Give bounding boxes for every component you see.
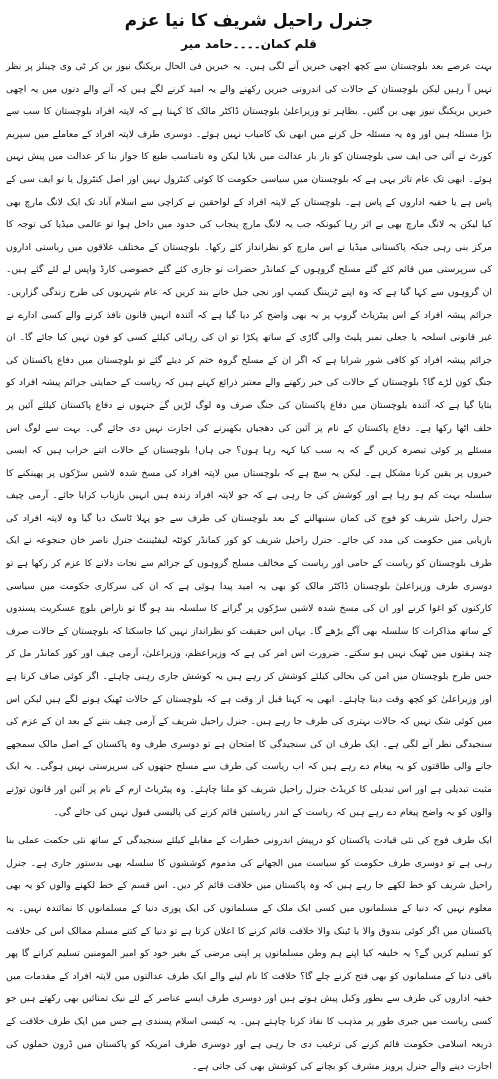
byline-separator: ۔۔۔۔ bbox=[232, 37, 261, 51]
article-paragraph: بہت عرصے بعد بلوچستان سے کچھ اچھی خبریں آنے لگی ہیں۔ یہ خبریں فی الحال بریکنگ نیوز بن کر ٹی وی چینلز پر نظر نہیں آ رہیں لیکن بلوچستان کے حالات کی اندرونی خبریں رکھنے والے یہ امید کرنے لگے ہیں کہ آنے والے دنوں میں یہ اچھی خبریں بریکنگ نیوز بھی بن گئیں۔ بظاہر تو وزیراعلیٰ بلوچستان ڈاکٹر مالک کا کہنا ہے کہ لاپتہ افراد بلوچستان کا سب سے بڑا مسئلہ ہیں اور وہ یہ مسئلہ حل کرنے میں ابھی تک کامیاب نہیں ہوئے۔ دوسری طرف لاپتہ افراد کے معاملے میں سپریم کورٹ نے آئی جی ایف سی بلوچستان کو بار بار عدالت میں بلایا لیکن وہ نامناسب طبع کا جواز بنا کر عدالت میں پیش نہیں ہوئے۔ ابھی تک عام تاثر یہی ہے کہ بلوچستان میں سیاسی حکومت کا کوئی کنٹرول نہیں اور اصل کنٹرول یا تو ایف سی کے پاس ہے یا خفیہ اداروں کے پاس ہے۔ بلوچستان کے لاپتہ افراد کے لواحقین نے کراچی سے اسلام آباد تک ایک لانگ مارچ بھی کیا لیکن یہ لانگ مارچ بھی بے اثر رہا کیونکہ جب یہ لانگ مارچ پنجاب کی حدود میں داخل ہوا تو عالمی میڈیا کی توجہ کا مرکز بنی رہی جبکہ پاکستانی میڈیا نے اس مارچ کو نظرانداز کئے رکھا۔ بلوچستان کے مختلف علاقوں میں ریاستی اداروں کی سرپرستی میں قائم کئے گئے مسلح گروہوں کے کمانڈر حضرات تو جاری کئے گئے خصوصی کارڈ واپس لے لئے گئے ہیں۔ ان گروہوں سے کہا گیا ہے کہ وہ اپنے ٹریننگ کیمپ اور نجی جیل خانے بند کریں کہ عام شہریوں کی طرح زندگی گزاریں۔ جرائم پیشہ افراد کے اس پیٹریاٹ گروپ پر یہ بھی واضح کر دیا گیا ہے کہ آئندہ انہیں قانون نافذ کرنے والے کسی ادارے نے غیر قانونی اسلحہ یا جعلی نمبر پلیٹ والی گاڑی کے ساتھ پکڑا تو ان کی رہائی کیلئے کسی کو فون نہیں کیا جائے گا۔ ان جرائم پیشہ افراد کو کافی شور شرابا ہے کہ اگر ان کے مسلح گروہ ختم کر دیئے گئے تو بلوچستان میں دفاع پاکستان کی جنگ کون لڑے گا؟ بلوچستان کے حالات کی خبر رکھنے والے معتبر ذرائع کہتے ہیں کہ ریاست کے حمایتی جرائم پیشہ افراد کو بتایا گیا ہے کہ آئندہ بلوچستان میں دفاع پاکستان کی جنگ صرف وہ لوگ لڑیں گے جنہوں نے دفاع پاکستان کیلئے آئین پر حلف اٹھا رکھا ہے۔ دفاع پاکستان کے نام پر آئین کی دھجیاں بکھیرنے کی اجازت نہیں دی جائے گی۔ بہت سے لوگ اس مسئلے پر کوئی تبصرہ کریں گے کہ یہ سب کیا کہہ رہا ہوں؟ جی ہاں! بلوچستان کے حالات اتنے خراب ہیں کہ ایسی خبروں پر یقین کرنا مشکل ہے۔ لیکن یہ سچ ہے کہ بلوچستان میں لاپتہ افراد کی مسخ شدہ لاشیں سڑکوں پر پھینکنے کا سلسلہ بہت کم ہو رہا ہے اور کوشش کی جا رہی ہے کہ جو لاپتہ افراد زندہ ہیں انہیں بازیاب کرایا جائے۔ آرمی چیف جنرل راحیل شریف کو فوج کی کمان سنبھالنے کے بعد بلوچستان کی طرف سے جو پہلا ٹاسک دیا گیا وہ لاپتہ افراد کی بازیابی میں حکومت کی مدد کی جائے۔ جنرل راحیل شریف کو کور کمانڈر کوئٹہ لیفٹیننٹ جنرل ناصر خان جنجوعہ نے ایک طرف بلوچستان کو ریاست کے حامی اور ریاست کے مخالف مسلح گروہوں کے جرائم سے نجات دلانے کا عزم کر رکھا ہے تو دوسری طرف وزیراعلیٰ بلوچستان ڈاکٹر مالک کو بھی یہ امید پیدا ہوئی ہے کہ ان کی سرکاری حکومت میں سیاسی کارکنوں کو اغوا کرنے اور ان کی مسخ شدہ لاشیں سڑکوں پر گرانے کا سلسلہ بند ہو گا تو ناراض بلوچ عسکریت پسندوں کے ساتھ مذاکرات کا سلسلہ بھی آگے بڑھے گا۔ یہاں اس حقیقت کو نظرانداز نہیں کیا جاسکتا کہ بلوچستان کے حالات صرف چند ہفتوں میں ٹھیک نہیں ہو سکتے۔ ضرورت اس امر کی ہے کہ وزیراعظم، وزیراعلیٰ، آرمی چیف اور کور کمانڈر مل کر جس طرح بلوچستان میں امن کی بحالی کیلئے کوشش کر رہے ہیں یہ کوشش جاری رہنی چاہئے۔ اگر کوئی صاف کرنا ہے اور وزیراعلیٰ کو کچھ وقت دینا چاہئے۔ ابھی یہ کہنا قبل از وقت ہے کہ بلوچستان کے حالات ٹھیک ہونے لگے ہیں لیکن اس میں کوئی شک نہیں کہ حالات بہتری کی طرف جا رہے ہیں۔ جنرل راحیل شریف کے آرمی چیف بننے کے بعد ان کے عزم کی سنجیدگی نظر آنے لگی ہے۔ ایک طرف ان کی سنجیدگی کا امتحان ہے تو دوسری طرف وہ پاکستان کے اصل مالک سمجھے جانے والی طاقتوں کو یہ پیغام دے رہے ہیں کہ اب ریاست کی طرف سے مسلح جتھوں کی سرپرستی نہیں ہوگی۔ یہ ایک مثبت تبدیلی ہے اور اس تبدیلی کا کریڈٹ جنرل راحیل شریف کو ملنا چاہئے۔ وہ پیٹریاٹ ازم کے نام پر آئین اور قانون توڑنے والوں کو یہ واضح پیغام دے رہے ہیں کہ ریاست کے اندر ریاستیں قائم کرنے کی پالیسی قبول نہیں کی جائے گی۔ bbox=[6, 61, 492, 818]
article-headline: جنرل راحیل شریف کا نیا عزم bbox=[124, 11, 374, 31]
article-byline bbox=[6, 34, 492, 54]
author-name: حامد میر bbox=[181, 37, 233, 51]
article-paragraph: ایک طرف فوج کی نئی قیادت پاکستان کو درپیش اندرونی خطرات کے مقابلے کیلئے سنجیدگی کے ساتھ نئی حکمت عملی بنا رہی ہے تو دوسری طرف حکومت کو سیاست میں الجھانے کی مذموم کوششوں کا سلسلہ بھی بدستور جاری ہے۔ جنرل راحیل شریف کو خط لکھے جا رہے ہیں کہ وہ پاکستان میں خلافت قائم کر دیں۔ اس قسم کے خط لکھنے والوں کو یہ بھی معلوم نہیں کہ دنیا کے مسلمانوں میں کسی ایک ملک کے مسلمانوں کی ایک پوری دنیا کے مسلمانوں کا نمائندہ نہیں۔ یہ پاکستان میں اگر کوئی بندوق والا یا ٹینک والا خلافت قائم کرنے کا اعلان کرتا ہے تو دنیا کے کتنے مسلم ممالک اس کی خلافت کو تسلیم کریں گے؟ یہ خلیفہ کیا اپنے ہم وطن مسلمانوں پر اپنی مرضی کے بغیر خود کو امیر المومنین تسلیم کرانے گا پھر باقی دنیا کے مسلمانوں کو بھی فتح کرنے چلے گا؟ خلافت کا نام لینے والے ایک طرف عدالتوں میں لاپتہ افراد کے مقدمات میں خفیہ اداروں کی طرف سے بطور وکیل پیش ہوتے ہیں اور دوسری طرف ایسے عناصر کے لئے نیک تمنائیں بھی رکھتے ہیں جو کسی ریاست میں جبری طور پر مذہب کا نفاذ کرنا چاہتے ہیں۔ یہ کیسی اسلام پسندی ہے جس میں ایک طرف خلافت کے ذریعہ اسلامی حکومت قائم کرنے کی ترغیب دی جا رہی ہے اور دوسری طرف امریکہ کو پاکستان میں ڈرون حملوں کی اجازت دینے والے جنرل پرویز مشرف کو بچانے کی کوشش بھی کی جاتی ہے۔ bbox=[6, 835, 492, 1073]
column-name: قلم کمان bbox=[260, 37, 317, 51]
